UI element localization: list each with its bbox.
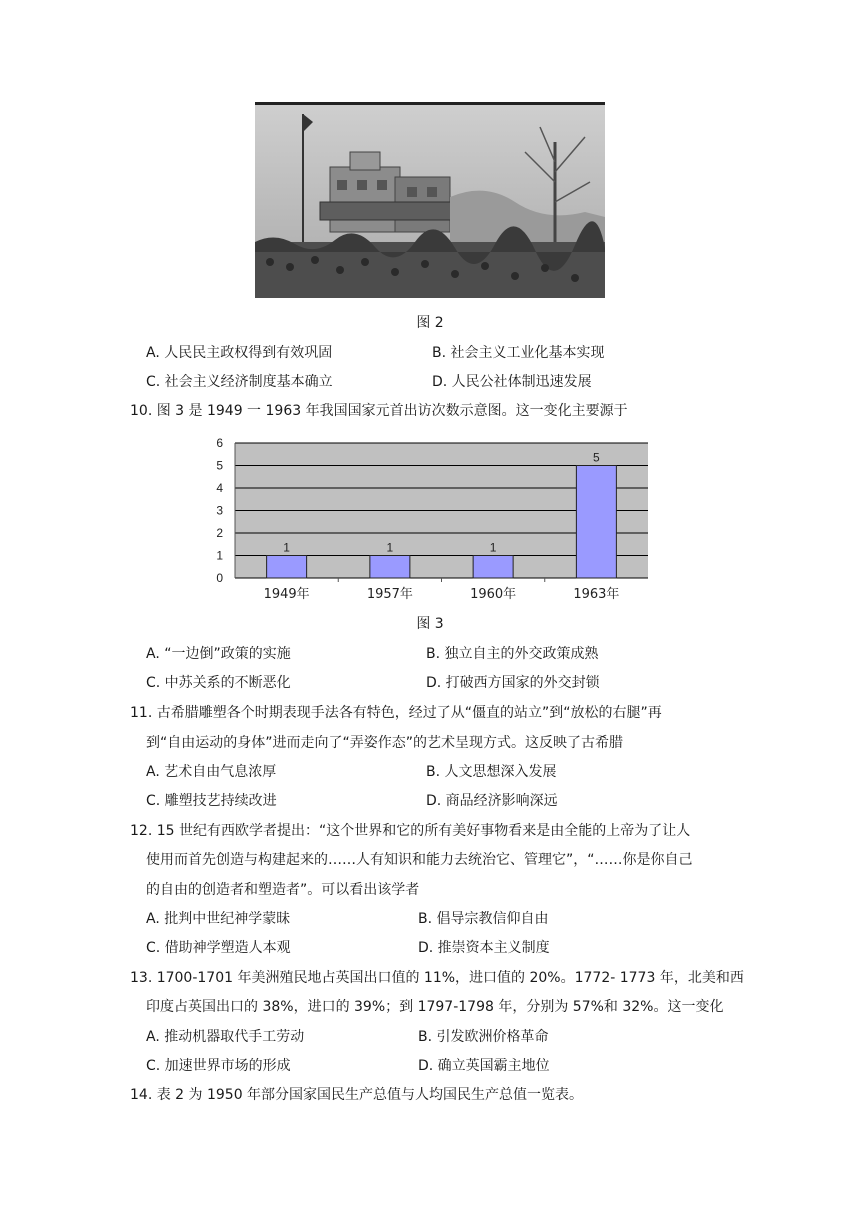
y-tick-label: 6 bbox=[216, 438, 223, 450]
x-tick-label: 1963年 bbox=[573, 587, 620, 602]
q9-option-b: B. 社会主义工业化基本实现 bbox=[432, 345, 605, 361]
q12-option-b: B. 倡导宗教信仰自由 bbox=[418, 911, 549, 927]
bar bbox=[473, 556, 513, 579]
data-label: 1 bbox=[283, 540, 290, 555]
bar bbox=[576, 466, 616, 579]
y-tick-label: 3 bbox=[216, 503, 223, 518]
bar bbox=[370, 556, 410, 579]
q10-option-b: B. 独立自主的外交政策成熟 bbox=[426, 646, 599, 662]
figure-2-image bbox=[255, 102, 605, 302]
q10-option-d: D. 打破西方国家的外交封锁 bbox=[426, 675, 600, 691]
q11-option-b: B. 人文思想深入发展 bbox=[426, 764, 557, 780]
q12-stem-line-1: 12. 15 世纪有西欧学者提出：“这个世界和它的所有美好事物看来是由全能的上帝为了让人 bbox=[130, 823, 691, 839]
q11-stem-line-1: 11. 古希腊雕塑各个时期表现手法各有特色，经过了从“僵直的站立”到“放松的右腿”再 bbox=[130, 705, 662, 721]
q13-option-c: C. 加速世界市场的形成 bbox=[146, 1058, 291, 1074]
q12-option-a: A. 批判中世纪神学蒙昧 bbox=[146, 911, 291, 927]
q12-stem-line-2: 使用而首先创造与构建起来的……人有知识和能力去统治它、管理它”，“……你是你自己 bbox=[146, 852, 693, 868]
x-tick-label: 1957年 bbox=[366, 587, 413, 602]
q12-option-c: C. 借助神学塑造人本观 bbox=[146, 940, 291, 956]
q9-option-a: A. 人民民主政权得到有效巩固 bbox=[146, 345, 333, 361]
q14-stem: 14. 表 2 为 1950 年部分国家国民生产总值与人均国民生产总值一览表。 bbox=[130, 1087, 584, 1103]
y-tick-label: 2 bbox=[216, 526, 223, 540]
q12-option-d: D. 推崇资本主义制度 bbox=[418, 940, 550, 956]
q9-option-c: C. 社会主义经济制度基本确立 bbox=[146, 374, 333, 390]
q10-option-a: A. “一边倒”政策的实施 bbox=[146, 646, 291, 662]
data-label: 1 bbox=[489, 540, 497, 555]
q13-option-b: B. 引发欧洲价格革命 bbox=[418, 1029, 549, 1045]
q11-option-c: C. 雕塑技艺持续改进 bbox=[146, 793, 277, 809]
bar bbox=[267, 556, 307, 579]
q11-option-a: A. 艺术自由气息浓厚 bbox=[146, 764, 277, 780]
q13-option-a: A. 推动机器取代手工劳动 bbox=[146, 1029, 305, 1045]
q13-option-d: D. 确立英国霸主地位 bbox=[418, 1058, 550, 1074]
data-label: 5 bbox=[593, 450, 600, 465]
data-label: 1 bbox=[386, 540, 394, 555]
figure-2-caption: 图 2 bbox=[416, 315, 444, 331]
q11-option-d: D. 商品经济影响深远 bbox=[426, 793, 558, 809]
q13-stem-line-1: 13. 1700-1701 年美洲殖民地占英国出口值的 11%，进口值的 20%。1772- 1773 年，北美和西 bbox=[130, 970, 744, 986]
figure-3-caption: 图 3 bbox=[416, 616, 444, 632]
q10-stem: 10. 图 3 是 1949 一 1963 年我国国家元首出访次数示意图。这一变化主要源于 bbox=[130, 403, 628, 419]
y-tick-label: 4 bbox=[216, 481, 223, 495]
y-tick-label: 5 bbox=[216, 458, 223, 473]
x-tick-label: 1949年 bbox=[263, 587, 310, 602]
x-tick-label: 1960年 bbox=[470, 587, 517, 602]
q9-option-d: D. 人民公社体制迅速发展 bbox=[432, 374, 592, 390]
q13-stem-line-2: 印度占英国出口的 38%，进口的 39%；到 1797-1798 年，分别为 57%和 32%。这一变化 bbox=[146, 999, 724, 1015]
y-tick-label: 1 bbox=[216, 548, 223, 563]
q10-option-c: C. 中苏关系的不断恶化 bbox=[146, 675, 291, 691]
figure-3-chart bbox=[205, 438, 655, 608]
q12-stem-line-3: 的自由的创造者和塑造者”。可以看出该学者 bbox=[146, 882, 420, 898]
y-tick-label: 0 bbox=[216, 571, 223, 585]
q11-stem-line-2: 到“自由运动的身体”进而走向了“弄姿作态”的艺术呈现方式。这反映了古希腊 bbox=[146, 735, 624, 751]
